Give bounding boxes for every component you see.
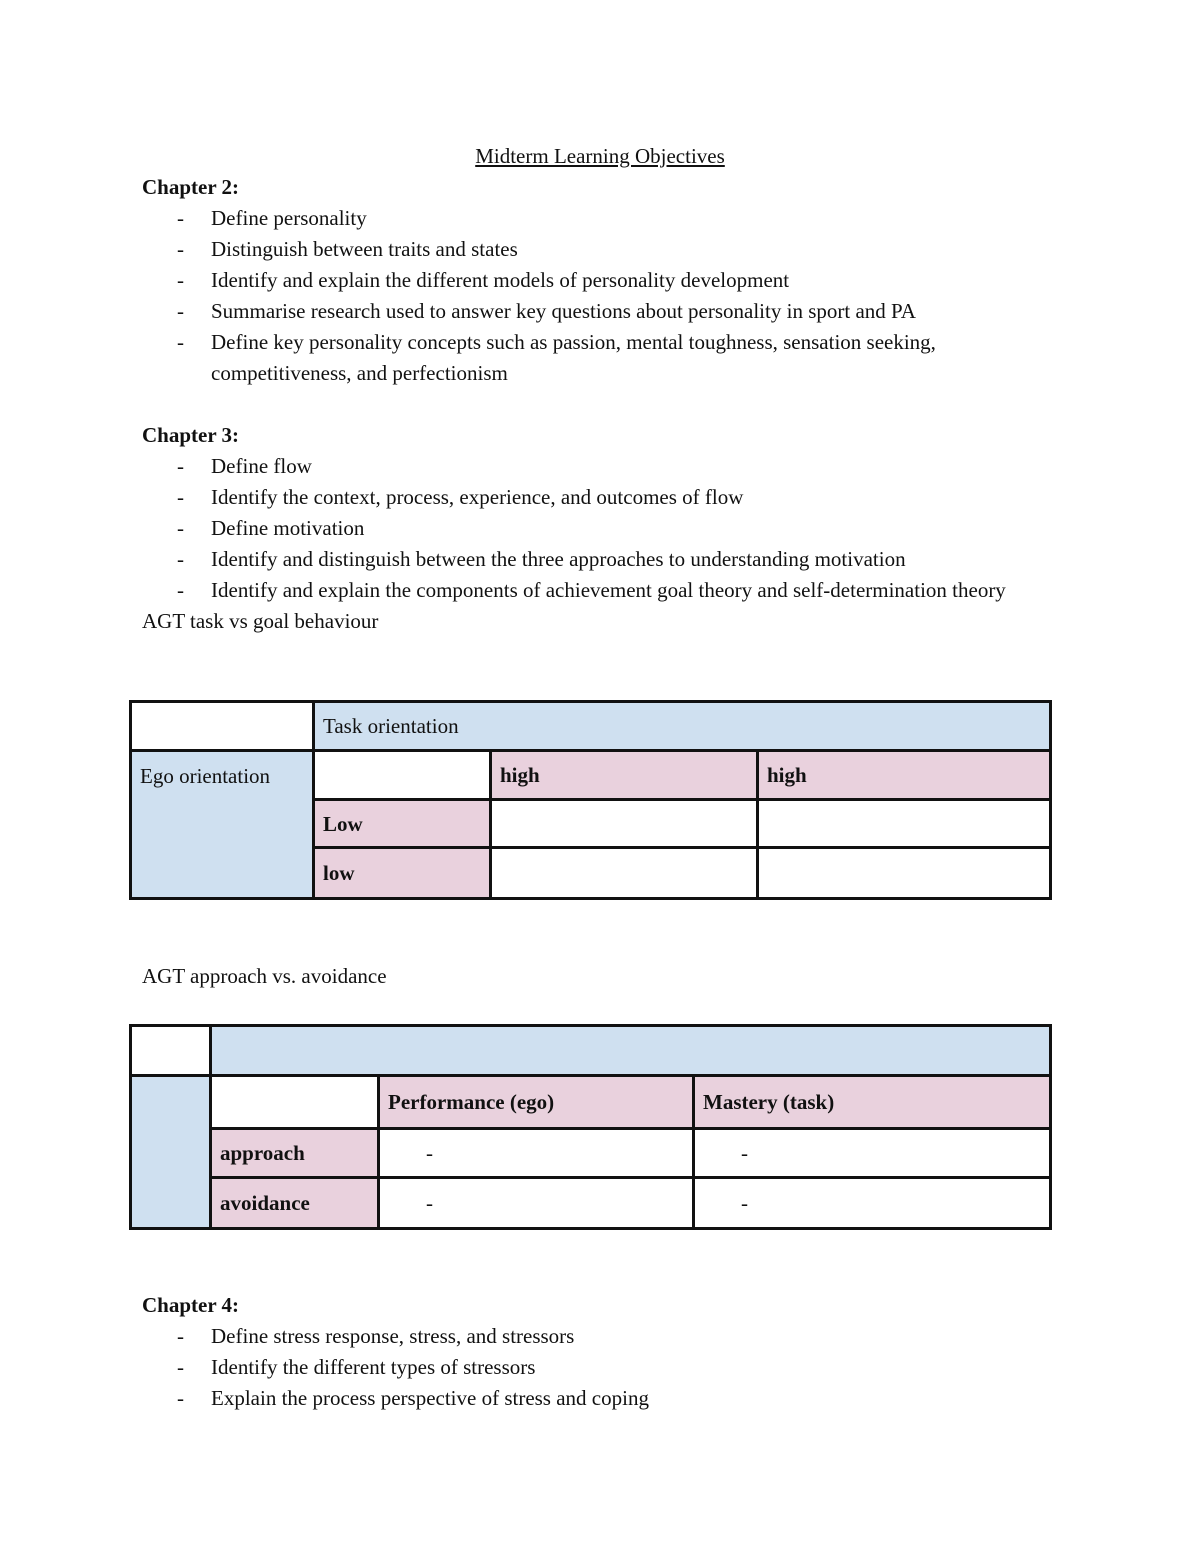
list-item: - Define motivation (177, 516, 365, 540)
row-header-low-1: Low (314, 800, 491, 848)
table-cell: - (694, 1129, 1051, 1178)
column-header-performance: Performance (ego) (379, 1076, 694, 1129)
table-top-header (211, 1026, 1051, 1076)
chapter-3-list (142, 451, 1062, 606)
chapter-4-list (142, 1321, 1062, 1414)
list-item: - Identify and explain the components of achievement goal theory and self-determination theory (177, 578, 1006, 602)
list-item: - Identify and distinguish between the three approaches to understanding motivation (177, 547, 906, 571)
agt-approach-avoidance-table (129, 1024, 1052, 1230)
column-header-high-2: high (758, 751, 1051, 800)
row-header-low-2: low (314, 848, 491, 899)
agt-task-label: AGT task vs goal behaviour (142, 609, 379, 633)
list-item: - Distinguish between traits and states (177, 237, 518, 261)
list-item: - Summarise research used to answer key questions about personality in sport and PA (177, 299, 916, 323)
chapter-3-section (142, 420, 1062, 637)
row-header-approach: approach (211, 1129, 379, 1178)
document-title: Midterm Learning Objectives (475, 144, 725, 168)
list-item: - Define flow (177, 454, 312, 478)
list-item: - Explain the process perspective of stress and coping (177, 1386, 649, 1410)
chapter-4-heading: Chapter 4: (142, 1293, 240, 1317)
table-cell (491, 848, 758, 899)
chapter-3-heading: Chapter 3: (142, 423, 240, 447)
table-cell: - (694, 1178, 1051, 1229)
table-cell: - (379, 1178, 694, 1229)
list-item: - Define personality (177, 206, 367, 230)
list-item: - Define key personality concepts such as passion, mental toughness, sensation seeking, competitiveness, and perfectionism (177, 330, 936, 385)
list-item: - Identify and explain the different models of personality development (177, 268, 790, 292)
table-cell (758, 848, 1051, 899)
column-header-high-1: high (491, 751, 758, 800)
table-inner-corner-cell (314, 751, 491, 800)
ego-orientation-header: Ego orientation (131, 751, 314, 899)
list-item: - Define stress response, stress, and stressors (177, 1324, 575, 1348)
chapter-4-section (142, 1290, 1062, 1414)
chapter-2-section (142, 172, 1062, 389)
table-inner-corner-cell (211, 1076, 379, 1129)
table-cell: - (379, 1129, 694, 1178)
row-header-avoidance: avoidance (211, 1178, 379, 1229)
table-corner-cell (131, 1026, 211, 1076)
list-item: - Identify the context, process, experience, and outcomes of flow (177, 485, 744, 509)
table-cell (758, 800, 1051, 848)
list-item: - Identify the different types of stressors (177, 1355, 536, 1379)
agt-task-ego-table (129, 700, 1052, 900)
task-orientation-header: Task orientation (314, 702, 1051, 751)
column-header-mastery: Mastery (task) (694, 1076, 1051, 1129)
table-side-header (131, 1076, 211, 1229)
chapter-2-list (142, 203, 1062, 389)
agt-approach-label: AGT approach vs. avoidance (142, 964, 387, 988)
table-corner-cell (131, 702, 314, 751)
chapter-2-heading: Chapter 2: (142, 175, 240, 199)
table-cell (491, 800, 758, 848)
